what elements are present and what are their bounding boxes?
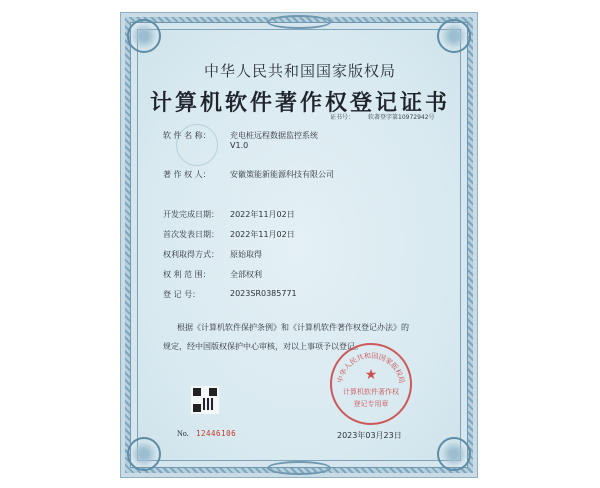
registration-label: 证书号： xyxy=(330,114,355,121)
certificate-title: 计算机软件著作权登记证书 xyxy=(149,91,450,116)
seal-ring-textpath: 中华人民共和国国家版权局 xyxy=(336,351,406,385)
field-value-acquisition: 原始取得 xyxy=(230,250,262,259)
field-value-software-version: V1.0 xyxy=(230,141,249,150)
statement-line-1: 根据《计算机软件保护条例》和《计算机软件著作权登记办法》的 xyxy=(177,323,409,332)
field-label-dev-date: 开发完成日期： xyxy=(163,210,219,219)
corner-ornament-icon xyxy=(437,437,471,471)
field-label-scope: 权 利 范 围： xyxy=(163,270,211,279)
corner-ornament-icon xyxy=(437,19,471,53)
field-value-dev-date: 2022年11月02日 xyxy=(230,210,295,219)
certificate xyxy=(120,12,478,478)
corner-ornament-icon xyxy=(127,437,161,471)
bottom-ornament-icon xyxy=(267,461,331,475)
field-value-reg-number: 2023SR0385771 xyxy=(230,289,297,298)
field-value-publish-date: 2022年11月02日 xyxy=(230,230,295,239)
corner-ornament-icon xyxy=(127,19,161,53)
issue-date: 2023年03月23日 xyxy=(337,431,402,440)
field-value-scope: 全部权利 xyxy=(230,270,262,279)
registration-value: 软著登字第10972942号 xyxy=(368,114,435,121)
qr-code-icon xyxy=(191,386,219,414)
seal-line-1: 计算机软件著作权 xyxy=(343,388,399,396)
seal-line-2: 登记专用章 xyxy=(353,400,389,408)
official-seal-icon xyxy=(330,343,412,425)
seal-star-icon: ★ xyxy=(364,367,378,383)
serial-label: No. xyxy=(177,429,189,438)
registration-number xyxy=(330,112,435,121)
field-label-software-name: 软 件 名 称： xyxy=(163,131,211,140)
field-label-reg-number: 登 记 号： xyxy=(163,290,201,299)
field-value-copyright-owner: 安徽策能新能源科技有限公司 xyxy=(230,170,334,179)
statement-line-2: 规定，经中国版权保护中心审核，对以上事项予以登记。 xyxy=(163,342,363,351)
field-label-copyright-owner: 著 作 权 人： xyxy=(163,170,211,179)
field-label-acquisition: 权利取得方式： xyxy=(163,250,219,259)
top-ornament-icon xyxy=(267,15,331,29)
issuer-heading: 中华人民共和国国家版权局 xyxy=(203,62,396,80)
serial-number: 12446106 xyxy=(196,429,237,438)
field-label-publish-date: 首次发表日期： xyxy=(163,230,219,239)
field-value-software-name: 充电桩远程数据监控系统 xyxy=(230,131,318,140)
seal-ring-text xyxy=(332,345,410,423)
